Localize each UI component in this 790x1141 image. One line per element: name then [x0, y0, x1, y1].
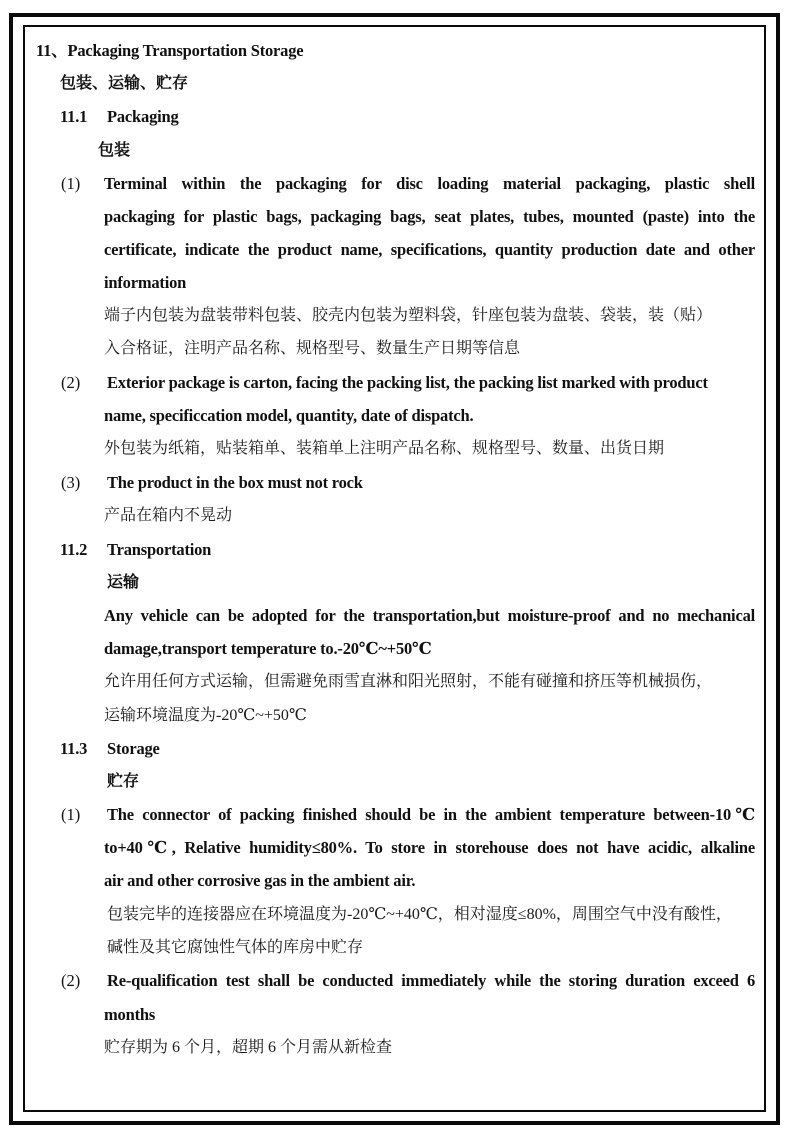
item-marker: (2): [61, 373, 81, 392]
subsection-number: 11.2: [60, 540, 88, 559]
item-marker: (3): [61, 473, 81, 492]
item-text-line: months: [104, 1005, 156, 1024]
item-text-line: Re-qualification test shall be conducted immediately while the storing duration exceed 6: [107, 971, 755, 990]
item-text-line: The connector of packing finished should be in the ambient temperature between-10℃: [107, 805, 755, 824]
paragraph-zh-line: 允许用任何方式运输，但需避免雨雪直淋和阳光照射，不能有碰撞和挤压等机械损伤，: [104, 673, 713, 690]
item-text-zh-line: 碱性及其它腐蚀性气体的库房中贮存: [107, 939, 364, 956]
item-text-line: Terminal within the packaging for disc loading material packaging, plastic shell: [104, 174, 755, 193]
item-text-line: packaging for plastic bags, packaging bags, seat plates, tubes, mounted (paste) into the: [104, 207, 755, 226]
item-text-zh-line: 外包装为纸箱，贴装箱单、装箱单上注明产品名称、规格型号、数量、出货日期: [104, 440, 665, 457]
item-marker: (1): [61, 174, 81, 193]
subsection-number: 11.3: [60, 739, 88, 758]
item-text-zh-line: 包装完毕的连接器应在环境温度为-20℃~+40℃，相对湿度≤80%，周围空气中没有酸性，: [107, 906, 732, 923]
paragraph-line: damage,transport temperature to.-20℃~+50℃: [104, 639, 432, 658]
item-text-zh-line: 端子内包装为盘装带料包装、胶壳内包装为塑料袋，针座包装为盘装、袋装，装（贴）: [104, 307, 713, 324]
item-text-line: Exterior package is carton, facing the packing list, the packing list marked with product: [107, 373, 708, 392]
item-text-line: The product in the box must not rock: [107, 473, 363, 492]
subsection-title-zh: 运输: [107, 574, 140, 591]
item-text-line: name, specificcation model, quantity, date of dispatch.: [104, 406, 474, 425]
subsection-number: 11.1: [60, 107, 88, 126]
item-text-line: air and other corrosive gas in the ambient air.: [104, 871, 416, 890]
subsection-title-zh: 包装: [98, 142, 131, 159]
item-text-line: information: [104, 273, 187, 292]
item-text-line: to+40℃, Relative humidity≤80%. To store in storehouse does not have acidic, alkaline: [104, 838, 755, 857]
paragraph-zh-line: 运输环境温度为-20℃~+50℃: [104, 707, 307, 724]
section-title-zh: 包装、运输、贮存: [60, 75, 189, 92]
item-text-zh-line: 产品在箱内不晃动: [104, 507, 233, 524]
item-marker: (2): [61, 971, 81, 990]
subsection-title-zh: 贮存: [107, 773, 140, 790]
subsection-title: Transportation: [107, 540, 212, 559]
item-text-line: certificate, indicate the product name, specifications, quantity production date and other: [104, 240, 755, 259]
section-title: 11、Packaging Transportation Storage: [36, 41, 304, 60]
item-marker: (1): [61, 805, 81, 824]
subsection-title: Storage: [107, 739, 160, 758]
paragraph-line: Any vehicle can be adopted for the transportation,but moisture-proof and no mechanical: [104, 606, 755, 625]
item-text-zh-line: 贮存期为 6 个月，超期 6 个月需从新检查: [104, 1039, 393, 1056]
subsection-title: Packaging: [107, 107, 179, 126]
item-text-zh-line: 入合格证，注明产品名称、规格型号、数量生产日期等信息: [104, 340, 521, 357]
